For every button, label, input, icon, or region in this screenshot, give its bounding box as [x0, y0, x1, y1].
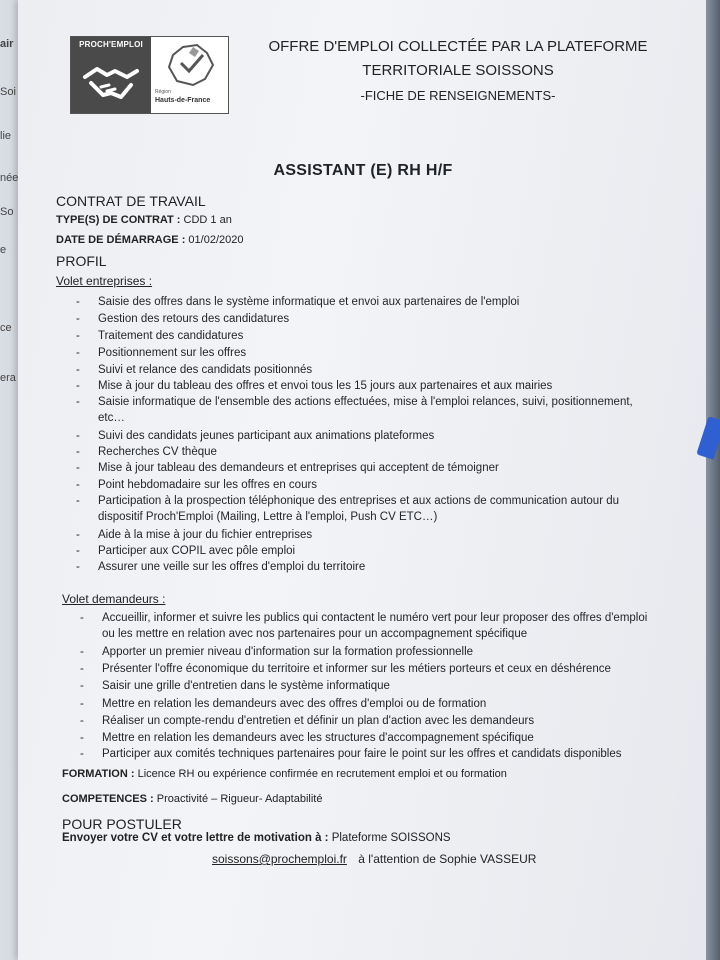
list-item-text: Présenter l'offre économique du territoire et informer sur les métiers porteurs et ceux en déshérence — [102, 663, 611, 675]
under-fragment: So — [0, 206, 14, 218]
bullet-dash: - — [76, 364, 80, 376]
list-item-text: Assurer une veille sur les offres d'emploi du territoire — [98, 561, 366, 573]
postuler-heading: POUR POSTULER — [62, 816, 182, 832]
list-item-text: Mise à jour tableau des demandeurs et entreprises qui acceptent de témoigner — [98, 462, 499, 474]
header-line-1: OFFRE D'EMPLOI COLLECTÉE PAR LA PLATEFORME — [268, 38, 648, 55]
list-item-text: etc… — [98, 412, 125, 424]
list-item-text: Saisir une grille d'entretien dans le système informatique — [102, 680, 390, 692]
contract-type-label: TYPE(S) DE CONTRAT : — [56, 214, 181, 226]
bullet-dash: - — [76, 396, 80, 408]
list-item-text: Suivi des candidats jeunes participant aux animations plateformes — [98, 430, 435, 442]
logo-panel — [71, 37, 151, 113]
email-link[interactable]: soissons@prochemploi.fr — [212, 852, 347, 866]
bullet-dash: - — [76, 296, 80, 308]
list-item-text: Traitement des candidatures — [98, 330, 244, 342]
bullet-dash: - — [76, 330, 80, 342]
list-item-text: Mettre en relation les demandeurs avec des offres d'emploi ou de formation — [102, 698, 487, 710]
under-fragment: ce — [0, 322, 12, 334]
job-title: ASSISTANT (E) RH H/F — [273, 162, 453, 179]
competences-line — [62, 793, 322, 805]
list-item-text: Saisie des offres dans le système informatique et envoi aux partenaires de l'emploi — [98, 296, 520, 308]
bullet-dash: - — [76, 380, 80, 392]
contract-type-line — [56, 214, 232, 226]
bullet-dash: - — [76, 462, 80, 474]
volet-demandeurs-heading: Volet demandeurs : — [62, 592, 166, 606]
formation-label: FORMATION : — [62, 768, 135, 780]
document-page — [18, 0, 708, 960]
postuler-instruction-line — [62, 832, 451, 844]
bullet-dash: - — [76, 561, 80, 573]
bullet-dash: - — [76, 545, 80, 557]
bullet-dash: - — [80, 680, 84, 692]
bullet-dash: - — [76, 529, 80, 541]
list-item-text: Suivi et relance des candidats positionnés — [98, 364, 313, 376]
list-item-text: Participer aux COPIL avec pôle emploi — [98, 545, 296, 557]
logo-brand-text: PROCH'EMPLOI — [79, 40, 143, 49]
logo-region-prefix: Région — [155, 89, 171, 95]
start-date-label: DATE DE DÉMARRAGE : — [56, 234, 186, 246]
start-date-line — [56, 234, 243, 246]
bullet-dash: - — [80, 646, 84, 658]
contact-line — [212, 852, 536, 866]
logo-region-name: Hauts-de-France — [155, 97, 211, 104]
under-fragment: Soi — [0, 86, 16, 98]
formation-line — [62, 768, 507, 780]
prochemploi-logo — [70, 36, 229, 114]
list-item-text: Positionnement sur les offres — [98, 347, 247, 359]
list-item-text: Gestion des retours des candidatures — [98, 313, 290, 325]
competences-label: COMPETENCES : — [62, 793, 154, 805]
bullet-dash: - — [76, 430, 80, 442]
bullet-dash: - — [80, 698, 84, 710]
bullet-dash: - — [80, 748, 84, 760]
attention-text: à l'attention de Sophie VASSEUR — [358, 852, 537, 866]
start-date-value: 01/02/2020 — [185, 234, 244, 246]
list-item-text: Mise à jour du tableau des offres et envoi tous les 15 jours aux partenaires et aux mairies — [98, 380, 553, 392]
header-line-2: TERRITORIALE SOISSONS — [362, 62, 554, 79]
profil-heading: PROFIL — [56, 253, 107, 269]
bullet-dash: - — [76, 479, 80, 491]
list-item-text: Apporter un premier niveau d'information sur la formation professionnelle — [102, 646, 474, 658]
list-item-text: Aide à la mise à jour du fichier entreprises — [98, 529, 313, 541]
bullet-dash: - — [76, 495, 80, 507]
handshake-icon — [81, 55, 141, 107]
bullet-dash: - — [80, 663, 84, 675]
under-fragment: era — [0, 372, 16, 384]
list-item-text: Point hebdomadaire sur les offres en cours — [98, 479, 318, 491]
list-item-text: ou les mettre en relation avec nos partenaires pour un accompagnement spécifique — [102, 628, 528, 640]
list-item-text: Mettre en relation les demandeurs avec les structures d'accompagnement spécifique — [102, 732, 534, 744]
bullet-dash: - — [80, 612, 84, 624]
under-fragment: née — [0, 172, 19, 184]
list-item-text: Recherches CV thèque — [98, 446, 217, 458]
header-line-3: -FICHE DE RENSEIGNEMENTS- — [360, 88, 556, 103]
list-item-text: dispositif Proch'Emploi (Mailing, Lettre à l'emploi, Push CV ETC…) — [98, 511, 438, 523]
under-fragment: lie — [0, 130, 12, 142]
formation-value: Licence RH ou expérience confirmée en recrutement emploi et ou formation — [134, 768, 507, 780]
contract-type-value: CDD 1 an — [180, 214, 232, 226]
desk-edge — [706, 0, 720, 960]
list-item-text: Saisie informatique de l'ensemble des actions effectuées, mise à l'emploi relances, suivi, positionnement, — [98, 396, 633, 408]
list-item-text: Réaliser un compte-rendu d'entretien et définir un plan d'action avec les demandeurs — [102, 715, 535, 727]
bullet-dash: - — [80, 715, 84, 727]
postuler-instruction: Envoyer votre CV et votre lettre de motivation à : — [62, 832, 329, 844]
list-item-text: Participer aux comités techniques partenaires pour faire le point sur les offres et candidats disponibles — [102, 748, 622, 760]
bullet-dash: - — [80, 732, 84, 744]
list-item-text: Participation à la prospection téléphonique des entreprises et aux actions de communication autour du — [98, 495, 620, 507]
volet-entreprises-heading: Volet entreprises : — [56, 274, 153, 288]
bullet-dash: - — [76, 446, 80, 458]
contrat-heading: CONTRAT DE TRAVAIL — [56, 193, 206, 209]
bullet-dash: - — [76, 313, 80, 325]
postuler-recipient: Plateforme SOISSONS — [328, 832, 451, 844]
competences-value: Proactivité – Rigueur- Adaptabilité — [153, 793, 323, 805]
bullet-dash: - — [76, 347, 80, 359]
list-item-text: Accueillir, informer et suivre les publics qui contactent le numéro vert pour leur proposer des offres d'emploi — [102, 612, 648, 624]
under-fragment: air — [0, 38, 14, 50]
under-fragment: e — [0, 244, 7, 256]
